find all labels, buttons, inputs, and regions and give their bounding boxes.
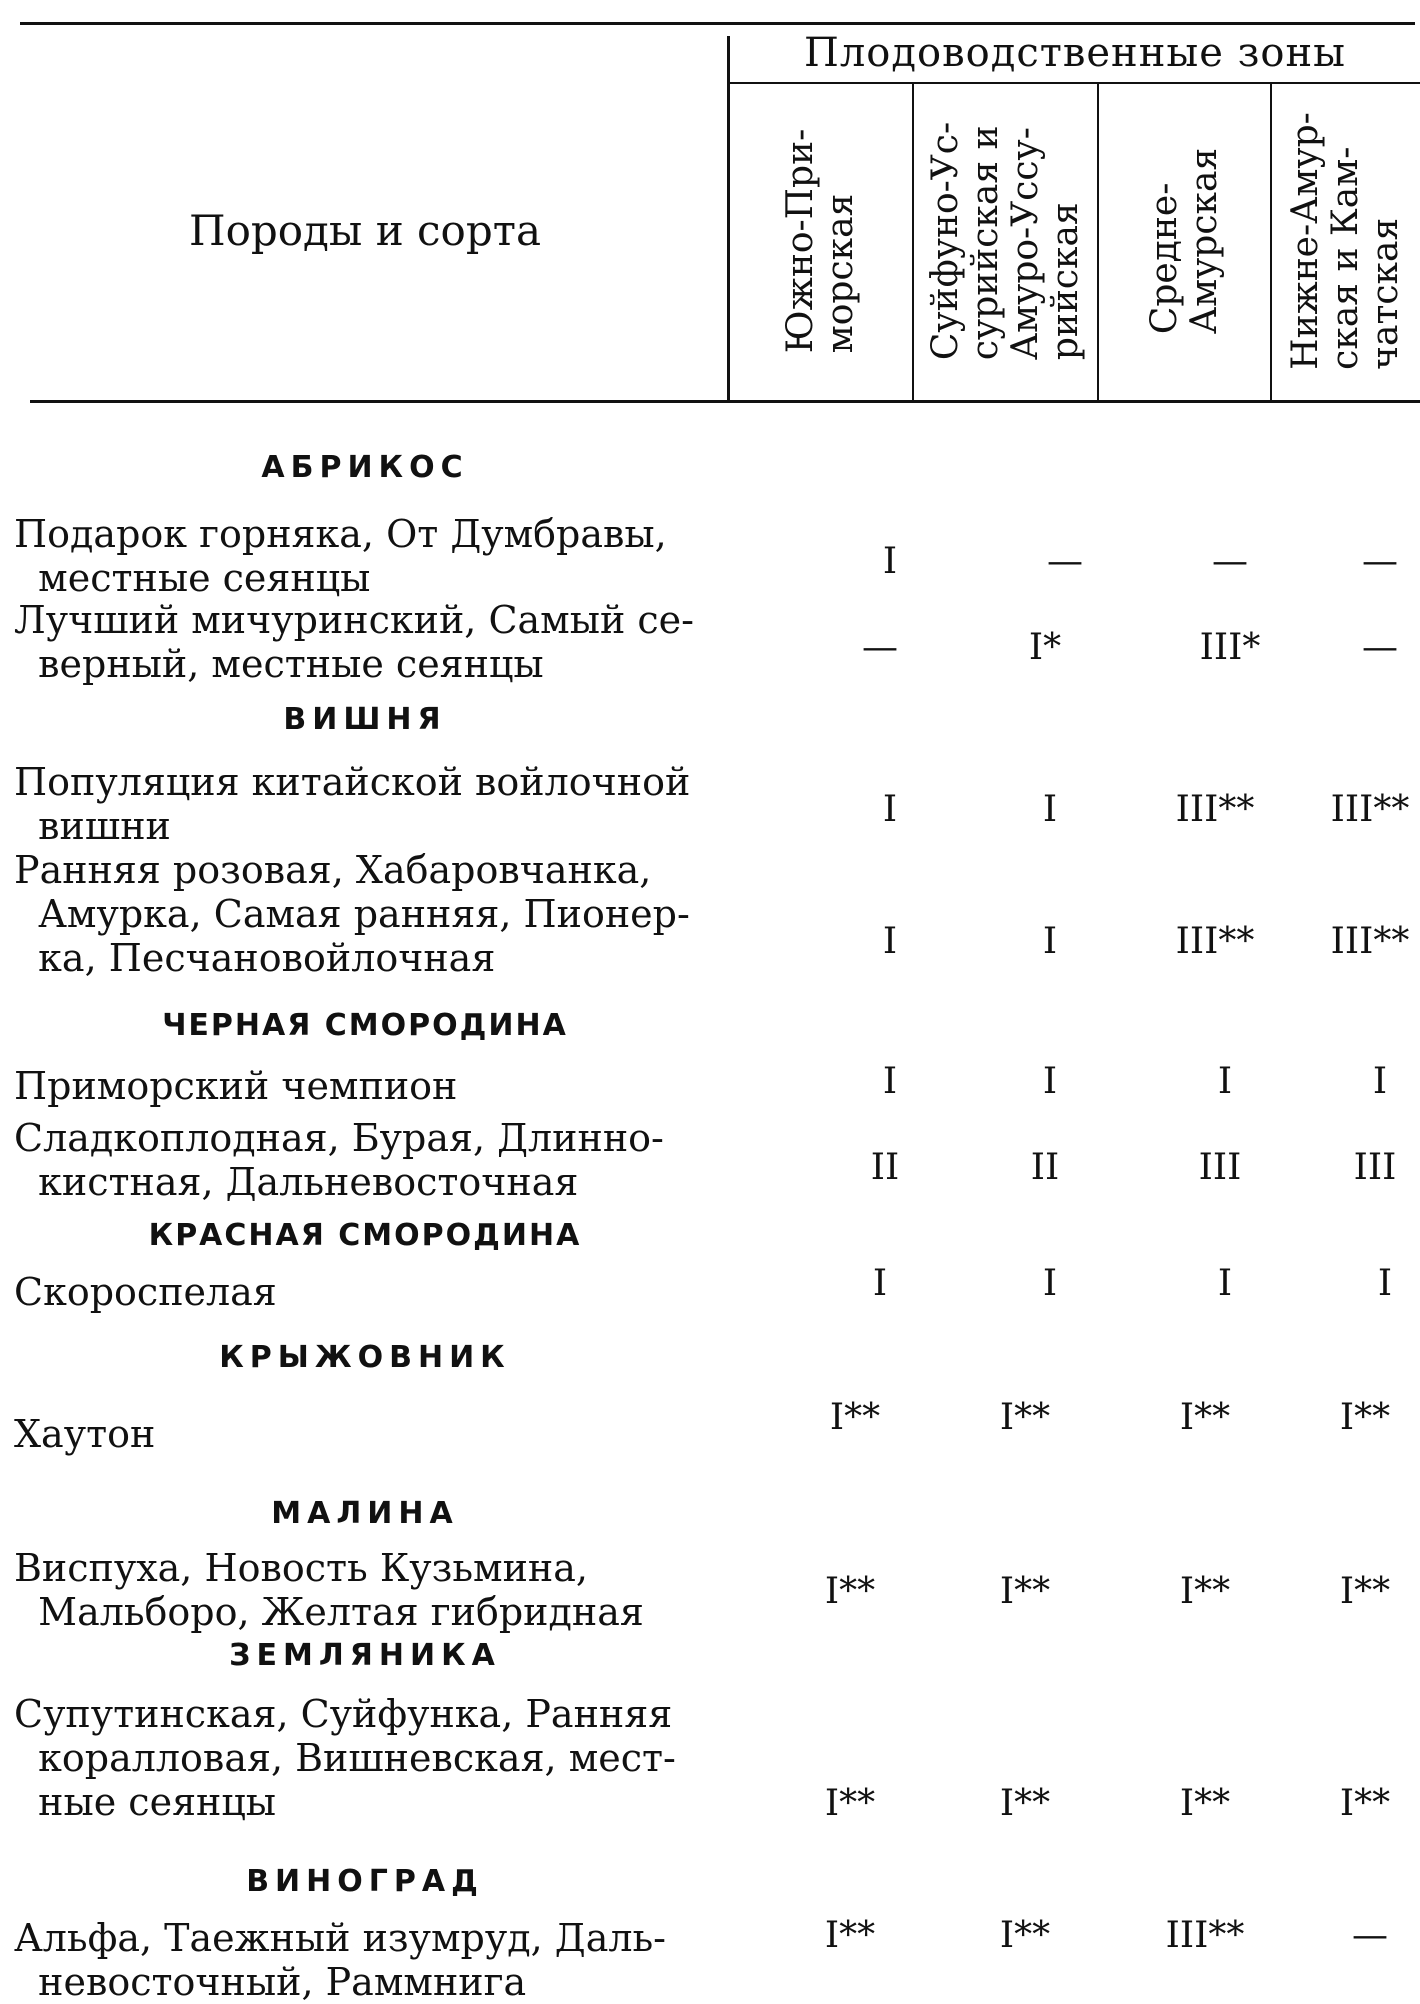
- table-cell: —: [1362, 541, 1398, 582]
- row-name: Супутинская, Суйфунка, Ранняя коралловая, Вишневская, мест- ные сеянцы: [14, 1692, 676, 1824]
- table-cell: II: [1030, 1147, 1060, 1188]
- section-title-gooseberry: КРЫЖОВНИК: [219, 1340, 511, 1375]
- table-cell: I**: [824, 1571, 876, 1612]
- table-cell: I*: [1028, 627, 1062, 668]
- table-cell: I**: [999, 1571, 1051, 1612]
- row-name: Приморский чемпион: [14, 1064, 458, 1108]
- table-cell: I**: [1179, 1571, 1231, 1612]
- table-cell: I**: [1179, 1783, 1231, 1824]
- table-cell: I**: [1339, 1783, 1391, 1824]
- row-name: Популяция китайской войлочной вишни: [14, 760, 691, 848]
- table-cell: I**: [824, 1783, 876, 1824]
- table-cell: I: [1217, 1263, 1233, 1304]
- table-cell: I**: [1339, 1397, 1391, 1438]
- section-title-cherry: ВИШНЯ: [283, 702, 447, 737]
- column-header-4-text: Нижне-Амур- ская и Кам- чатская: [1285, 112, 1406, 370]
- table-cell: III**: [1165, 1915, 1245, 1956]
- table-cell: I: [1042, 1061, 1058, 1102]
- section-title-black-currant: ЧЕРНАЯ СМОРОДИНА: [162, 1008, 568, 1043]
- table-cell: —: [1362, 627, 1398, 668]
- table-cell: —: [1047, 541, 1083, 582]
- table-cell: II: [870, 1147, 900, 1188]
- row-name: Лучший мичуринский, Самый се- верный, местные сеянцы: [14, 598, 694, 686]
- table-cell: I: [1042, 789, 1058, 830]
- column-header-1-text: Южно-При- морская: [780, 128, 861, 354]
- table-cell: I**: [824, 1915, 876, 1956]
- row-name: Ранняя розовая, Хабаровчанка, Амурка, Самая ранняя, Пионер- ка, Песчановойлочная: [14, 848, 690, 980]
- table-cell: III**: [1330, 921, 1410, 962]
- table-cell: I**: [1339, 1571, 1391, 1612]
- table-cell: I: [882, 789, 898, 830]
- table-cell: III**: [1330, 789, 1410, 830]
- table-cell: I: [882, 921, 898, 962]
- section-title-grape: ВИНОГРАД: [246, 1864, 484, 1899]
- table-cell: —: [1352, 1915, 1388, 1956]
- table-cell: I**: [999, 1397, 1051, 1438]
- row-name: Сладкоплодная, Бурая, Длинно- кистная, Дальневосточная: [14, 1116, 664, 1204]
- table-cell: I: [872, 1263, 888, 1304]
- section-title-red-currant: КРАСНАЯ СМОРОДИНА: [148, 1218, 582, 1253]
- column-header-3-text: Средне- Амурская: [1143, 147, 1225, 335]
- section-title-raspberry: МАЛИНА: [271, 1496, 459, 1531]
- table-cell: III: [1353, 1147, 1397, 1188]
- section-title-strawberry: ЗЕМЛЯНИКА: [229, 1638, 501, 1673]
- zones-title: Плодоводственные зоны: [804, 30, 1346, 76]
- row-name: Виспуха, Новость Кузьмина, Мальборо, Желтая гибридная: [14, 1546, 644, 1634]
- section-title-apricot: АБРИКОС: [261, 450, 469, 485]
- table-cell: I**: [829, 1397, 881, 1438]
- column-header-3: [1099, 82, 1270, 400]
- table-cell: I: [1372, 1061, 1388, 1102]
- table-cell: I**: [999, 1783, 1051, 1824]
- row-name: Скороспелая: [14, 1270, 277, 1314]
- table-cell: I: [882, 541, 898, 582]
- table-cell: I**: [1179, 1397, 1231, 1438]
- table-cell: I: [1042, 921, 1058, 962]
- header-bottom-rule: [30, 400, 1420, 403]
- table-cell: III**: [1175, 921, 1255, 962]
- row-name: Альфа, Таежный изумруд, Даль- невосточный, Раммнига: [14, 1916, 667, 2004]
- row-header: Породы и сорта: [188, 205, 542, 255]
- column-header-4: [1272, 82, 1420, 400]
- row-name: Подарок горняка, От Думбравы, местные сеянцы: [14, 512, 667, 600]
- table-cell: —: [862, 627, 898, 668]
- column-header-1: [730, 82, 912, 400]
- table-cell: I: [882, 1061, 898, 1102]
- column-header-2: [914, 82, 1097, 400]
- table-cell: —: [1212, 541, 1248, 582]
- table-cell: I: [1217, 1061, 1233, 1102]
- table-cell: III: [1198, 1147, 1242, 1188]
- row-name: Хаутон: [14, 1412, 156, 1456]
- table-cell: I: [1042, 1263, 1058, 1304]
- table-cell: III*: [1199, 627, 1261, 668]
- table-cell: III**: [1175, 789, 1255, 830]
- table-cell: I**: [999, 1915, 1051, 1956]
- table-cell: I: [1377, 1263, 1393, 1304]
- column-header-2-text: Суйфуно-Ус- сурийская и Амуро-Уссу- рийская: [924, 121, 1086, 361]
